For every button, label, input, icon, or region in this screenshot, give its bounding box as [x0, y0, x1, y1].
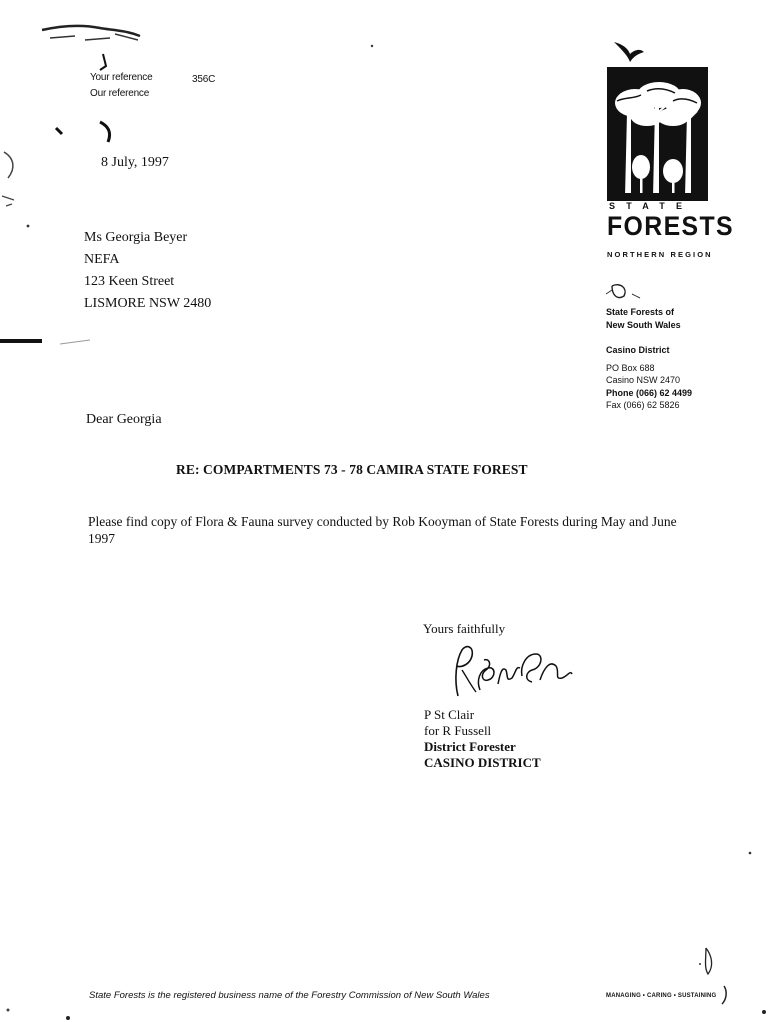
your-reference: [90, 72, 152, 83]
bird-icon: [612, 36, 646, 66]
sidebar-org-line2: New South Wales: [606, 319, 681, 330]
subject-line: RE: COMPARTMENTS 73 - 78 CAMIRA STATE FOREST: [176, 462, 528, 477]
sidebar-po-box: PO Box 688: [606, 362, 655, 373]
footer-note: State Forests is the registered business name of the Forestry Commission of New South Wales: [89, 990, 490, 1001]
signatory-name: P St Clair: [424, 707, 475, 722]
recipient-org: NEFA: [84, 252, 120, 267]
signatory-title: [424, 739, 541, 755]
trees-icon: [607, 67, 708, 201]
your-reference-value: 356C: [192, 74, 216, 85]
handwritten-signature: [440, 640, 580, 702]
recipient-city: LISMORE NSW 2480: [84, 296, 212, 311]
salutation: Dear Georgia: [86, 412, 162, 427]
sidebar-org: [606, 306, 681, 331]
logo-state-text: STATE: [609, 201, 694, 211]
signatory-title-text: District Forester: [424, 739, 516, 754]
sidebar-org-line1: State Forests of: [606, 307, 675, 317]
sidebar-town: Casino NSW 2470: [606, 375, 681, 385]
sidebar-contact: [606, 344, 692, 412]
logo-region-text: NORTHERN REGION: [607, 250, 713, 259]
state-forests-emblem: [607, 67, 708, 201]
sidebar-phone: Phone (066) 62 4499: [606, 387, 693, 398]
signatory-district-text: CASINO DISTRICT: [424, 755, 541, 770]
sidebar-district: Casino District: [606, 345, 670, 355]
signatory-district: [424, 755, 541, 771]
letter-date: 8 July, 1997: [101, 155, 169, 170]
letter-body: Please find copy of Flora & Fauna survey conducted by Rob Kooyman of State Forests during May and June 1997: [88, 514, 677, 546]
closing: Yours faithfully: [423, 621, 506, 636]
signatory-block: [424, 707, 541, 771]
footer-motto: MANAGING • CARING • SUSTAINING: [606, 993, 717, 999]
signatory-for: for R Fussell: [424, 723, 492, 738]
logo-forests-text: FORESTS: [607, 211, 734, 241]
recipient-name: Ms Georgia Beyer: [84, 230, 188, 245]
recipient-address: [84, 227, 211, 315]
your-reference-label: Your reference: [90, 72, 153, 83]
our-reference-label: Our reference: [90, 88, 150, 99]
sidebar-fax: Fax (066) 62 5826: [606, 400, 680, 410]
recipient-street: 123 Keen Street: [84, 274, 175, 289]
